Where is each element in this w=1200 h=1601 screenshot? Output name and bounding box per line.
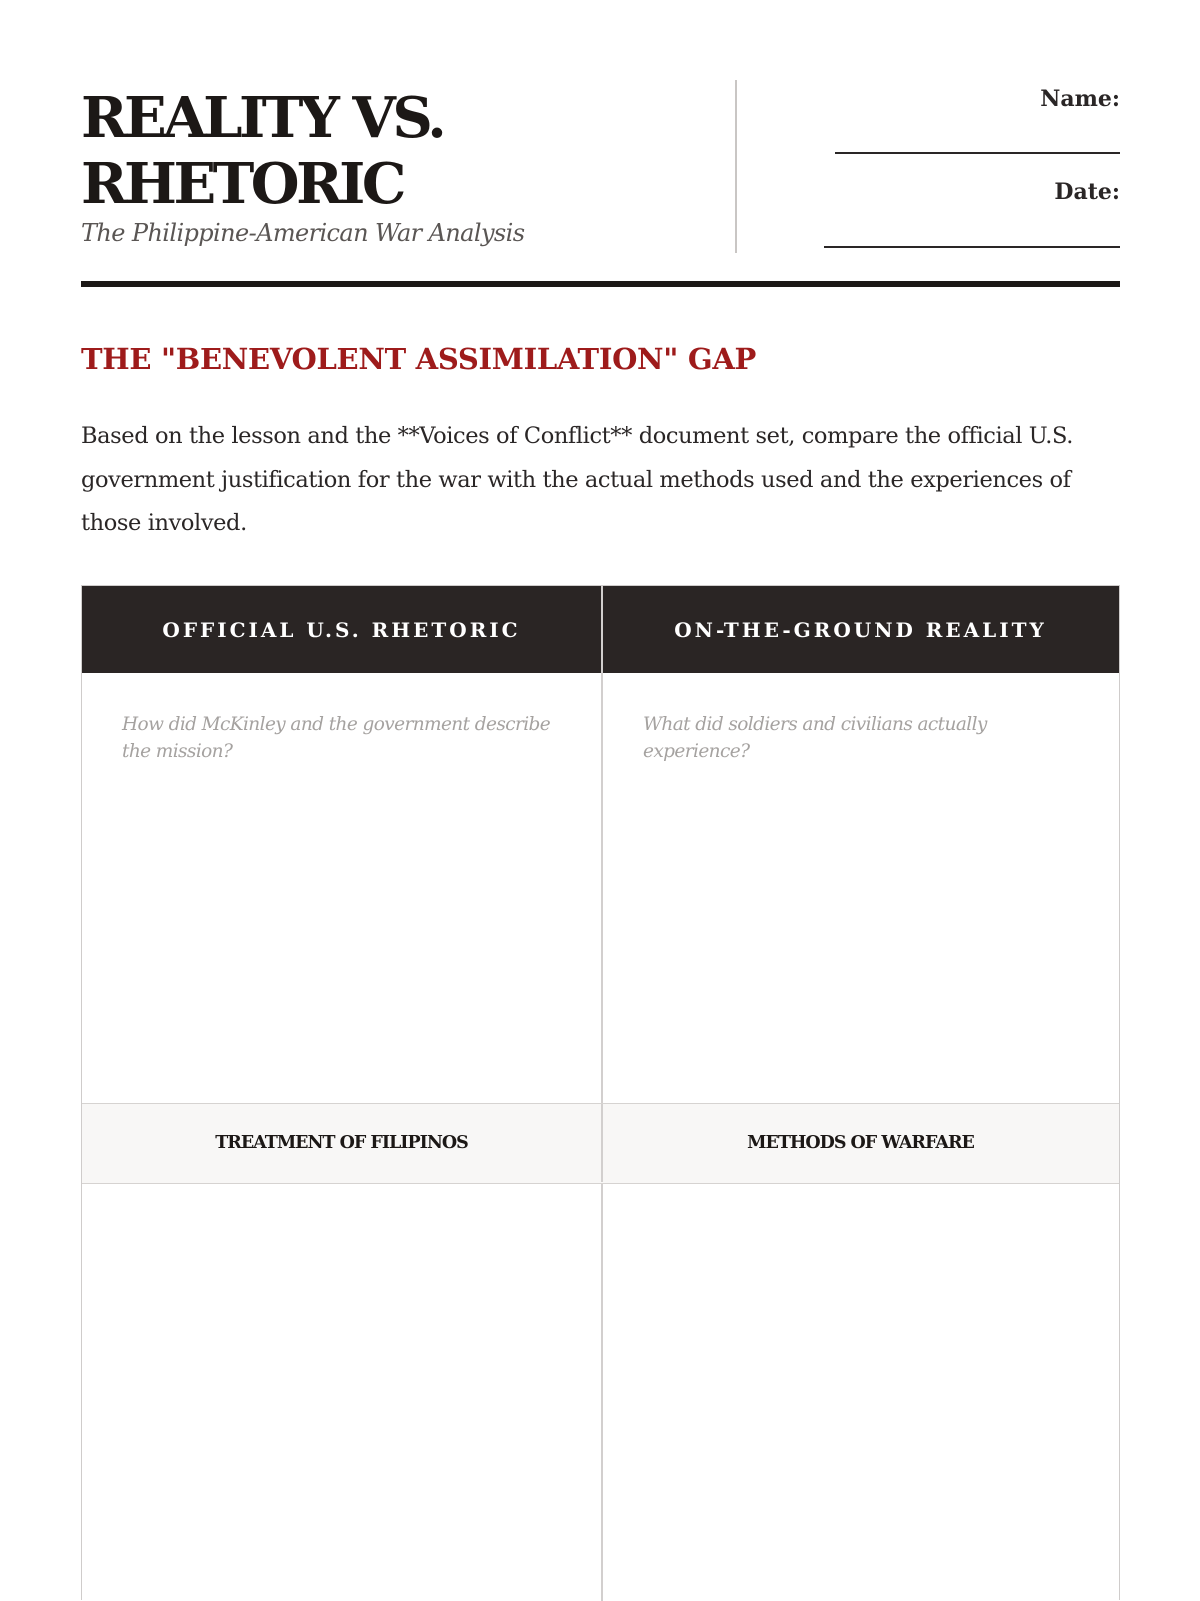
section-title: THE "BENEVOLENT ASSIMILATION" GAP: [81, 342, 757, 376]
name-blank-line[interactable]: [835, 152, 1120, 154]
section-intro: Based on the lesson and the **Voices of Conflict** document set, compare the official U.S. government justification for the war with the actual methods used and the experiences of those involved.: [81, 423, 1074, 536]
worksheet-title: REALITY VS. RHETORIC: [81, 85, 444, 217]
comparison-table: [81, 585, 1120, 1600]
title-block: [81, 80, 721, 247]
worksheet-subtitle: The Philippine-American War Analysis: [81, 219, 525, 247]
column-header-reality: ON-THE-GROUND REALITY: [674, 617, 1047, 642]
subheader-treatment: TREATMENT OF FILIPINOS: [215, 1133, 468, 1153]
worksheet-header: [81, 80, 1120, 253]
answer-area-treatment[interactable]: [102, 1206, 586, 1590]
column-divider: [601, 586, 603, 1601]
worksheet-page: [81, 0, 1120, 1600]
table-subheader-row: [82, 1103, 1119, 1184]
subheader-methods: METHODS OF WARFARE: [747, 1133, 974, 1153]
date-blank-line[interactable]: [824, 246, 1120, 248]
column-header-rhetoric: OFFICIAL U.S. RHETORIC: [162, 617, 521, 642]
name-label: Name:: [1040, 86, 1120, 112]
header-rule: [81, 281, 1120, 287]
date-label: Date:: [1054, 179, 1120, 205]
answer-area-methods[interactable]: [622, 1206, 1106, 1590]
prompt-rhetoric: How did McKinley and the government describe the mission?: [122, 714, 551, 762]
header-divider: [735, 80, 737, 253]
prompt-reality: What did soldiers and civilians actually experience?: [643, 714, 987, 762]
